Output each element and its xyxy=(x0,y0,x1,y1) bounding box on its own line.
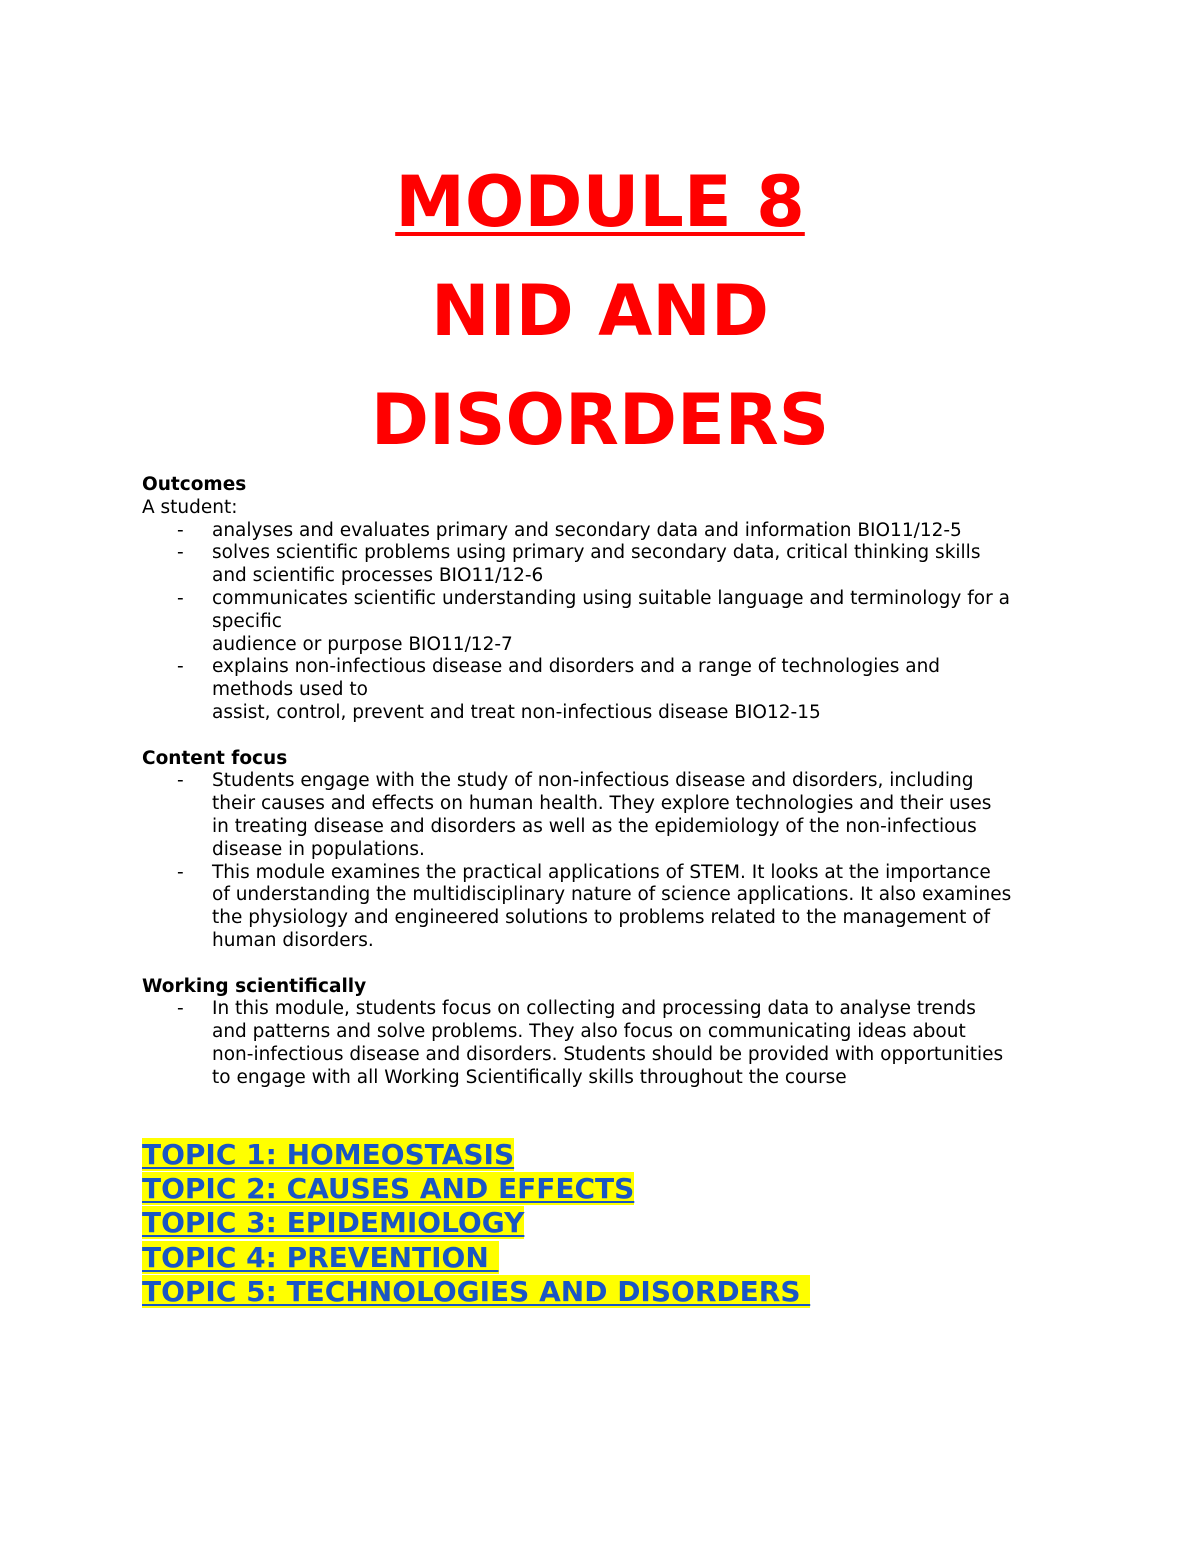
list-item-text: This module examines the practical applications of STEM. It looks at the importance xyxy=(212,861,991,883)
content-focus-heading: Content focus xyxy=(142,747,288,769)
outcomes-heading: Outcomes xyxy=(142,474,247,495)
topic-link-label[interactable]: TOPIC 4: PREVENTION xyxy=(142,1240,499,1274)
topic-link-label[interactable]: TOPIC 2: CAUSES AND EFFECTS xyxy=(142,1172,635,1206)
title-line-nid: NID AND xyxy=(431,270,769,352)
list-item-text: and patterns and solve problems. They also focus on communicating ideas about xyxy=(212,1021,966,1043)
dash-bullet: - xyxy=(177,998,184,1020)
content-focus-list xyxy=(142,770,1072,952)
dash-bullet: - xyxy=(177,770,184,792)
list-item-text: human disorders. xyxy=(212,929,374,951)
module-content xyxy=(142,474,1072,1090)
list-item-text: specific xyxy=(212,610,282,632)
title-line-module: MODULE 8 xyxy=(395,161,805,243)
list-item-text: their causes and effects on human health. They explore technologies and their uses xyxy=(212,793,992,815)
topic-link-1[interactable] xyxy=(142,1138,810,1172)
list-item-text: explains non-infectious disease and disorders and a range of technologies and xyxy=(212,656,941,678)
list-item xyxy=(142,862,1072,953)
list-item xyxy=(142,588,1072,656)
list-item-text: in treating disease and disorders as well as the epidemiology of the non-infectious xyxy=(212,815,977,837)
spacer xyxy=(142,953,1072,976)
list-item-text: disease in populations. xyxy=(212,838,425,860)
working-scientifically-heading: Working scientifically xyxy=(142,975,367,997)
topic-link-5[interactable] xyxy=(142,1275,810,1309)
list-item xyxy=(142,770,1072,861)
list-item-text: non-infectious disease and disorders. Students should be provided with opportunities xyxy=(212,1043,1004,1065)
dash-bullet: - xyxy=(177,519,184,541)
title-line-disorders: DISORDERS xyxy=(370,379,830,461)
outcomes-list xyxy=(142,520,1072,725)
topic-link-4[interactable] xyxy=(142,1241,810,1275)
list-item-text: assist, control, prevent and treat non-infectious disease BIO12-15 xyxy=(212,701,821,723)
outcomes-intro: A student: xyxy=(142,496,238,518)
list-item-text: communicates scientific understanding using suitable language and terminology for a xyxy=(212,587,1010,609)
spacer xyxy=(142,725,1072,748)
list-item-text: of understanding the multidisciplinary nature of science applications. It also examines xyxy=(212,884,1012,906)
list-item-text: analyses and evaluates primary and secondary data and information BIO11/12-5 xyxy=(212,519,962,541)
list-item-text: to engage with all Working Scientifically skills throughout the course xyxy=(212,1066,847,1088)
list-item xyxy=(142,520,1072,543)
dash-bullet: - xyxy=(177,587,184,609)
working-scientifically-list xyxy=(142,998,1072,1089)
dash-bullet: - xyxy=(177,542,184,564)
topic-link-label[interactable]: TOPIC 5: TECHNOLOGIES AND DISORDERS xyxy=(142,1274,811,1308)
list-item-text: In this module, students focus on collecting and processing data to analyse trends xyxy=(212,998,976,1020)
list-item-text: methods used to xyxy=(212,679,368,701)
module-title xyxy=(0,148,1200,475)
list-item-text: the physiology and engineered solutions to problems related to the management of xyxy=(212,907,991,929)
list-item-text: Students engage with the study of non-infectious disease and disorders, including xyxy=(212,770,974,792)
list-item-text: solves scientific problems using primary and secondary data, critical thinking skills xyxy=(212,542,981,564)
topic-links xyxy=(142,1138,810,1309)
list-item xyxy=(142,542,1072,588)
dash-bullet: - xyxy=(177,861,184,883)
list-item xyxy=(142,656,1072,724)
list-item-text: and scientific processes BIO11/12-6 xyxy=(212,565,544,587)
topic-link-label[interactable]: TOPIC 3: EPIDEMIOLOGY xyxy=(142,1206,525,1240)
topic-link-3[interactable] xyxy=(142,1206,810,1240)
topic-link-2[interactable] xyxy=(142,1172,810,1206)
topic-link-label[interactable]: TOPIC 1: HOMEOSTASIS xyxy=(142,1138,515,1171)
dash-bullet: - xyxy=(177,656,184,678)
list-item xyxy=(142,998,1072,1089)
list-item-text: audience or purpose BIO11/12-7 xyxy=(212,633,513,655)
